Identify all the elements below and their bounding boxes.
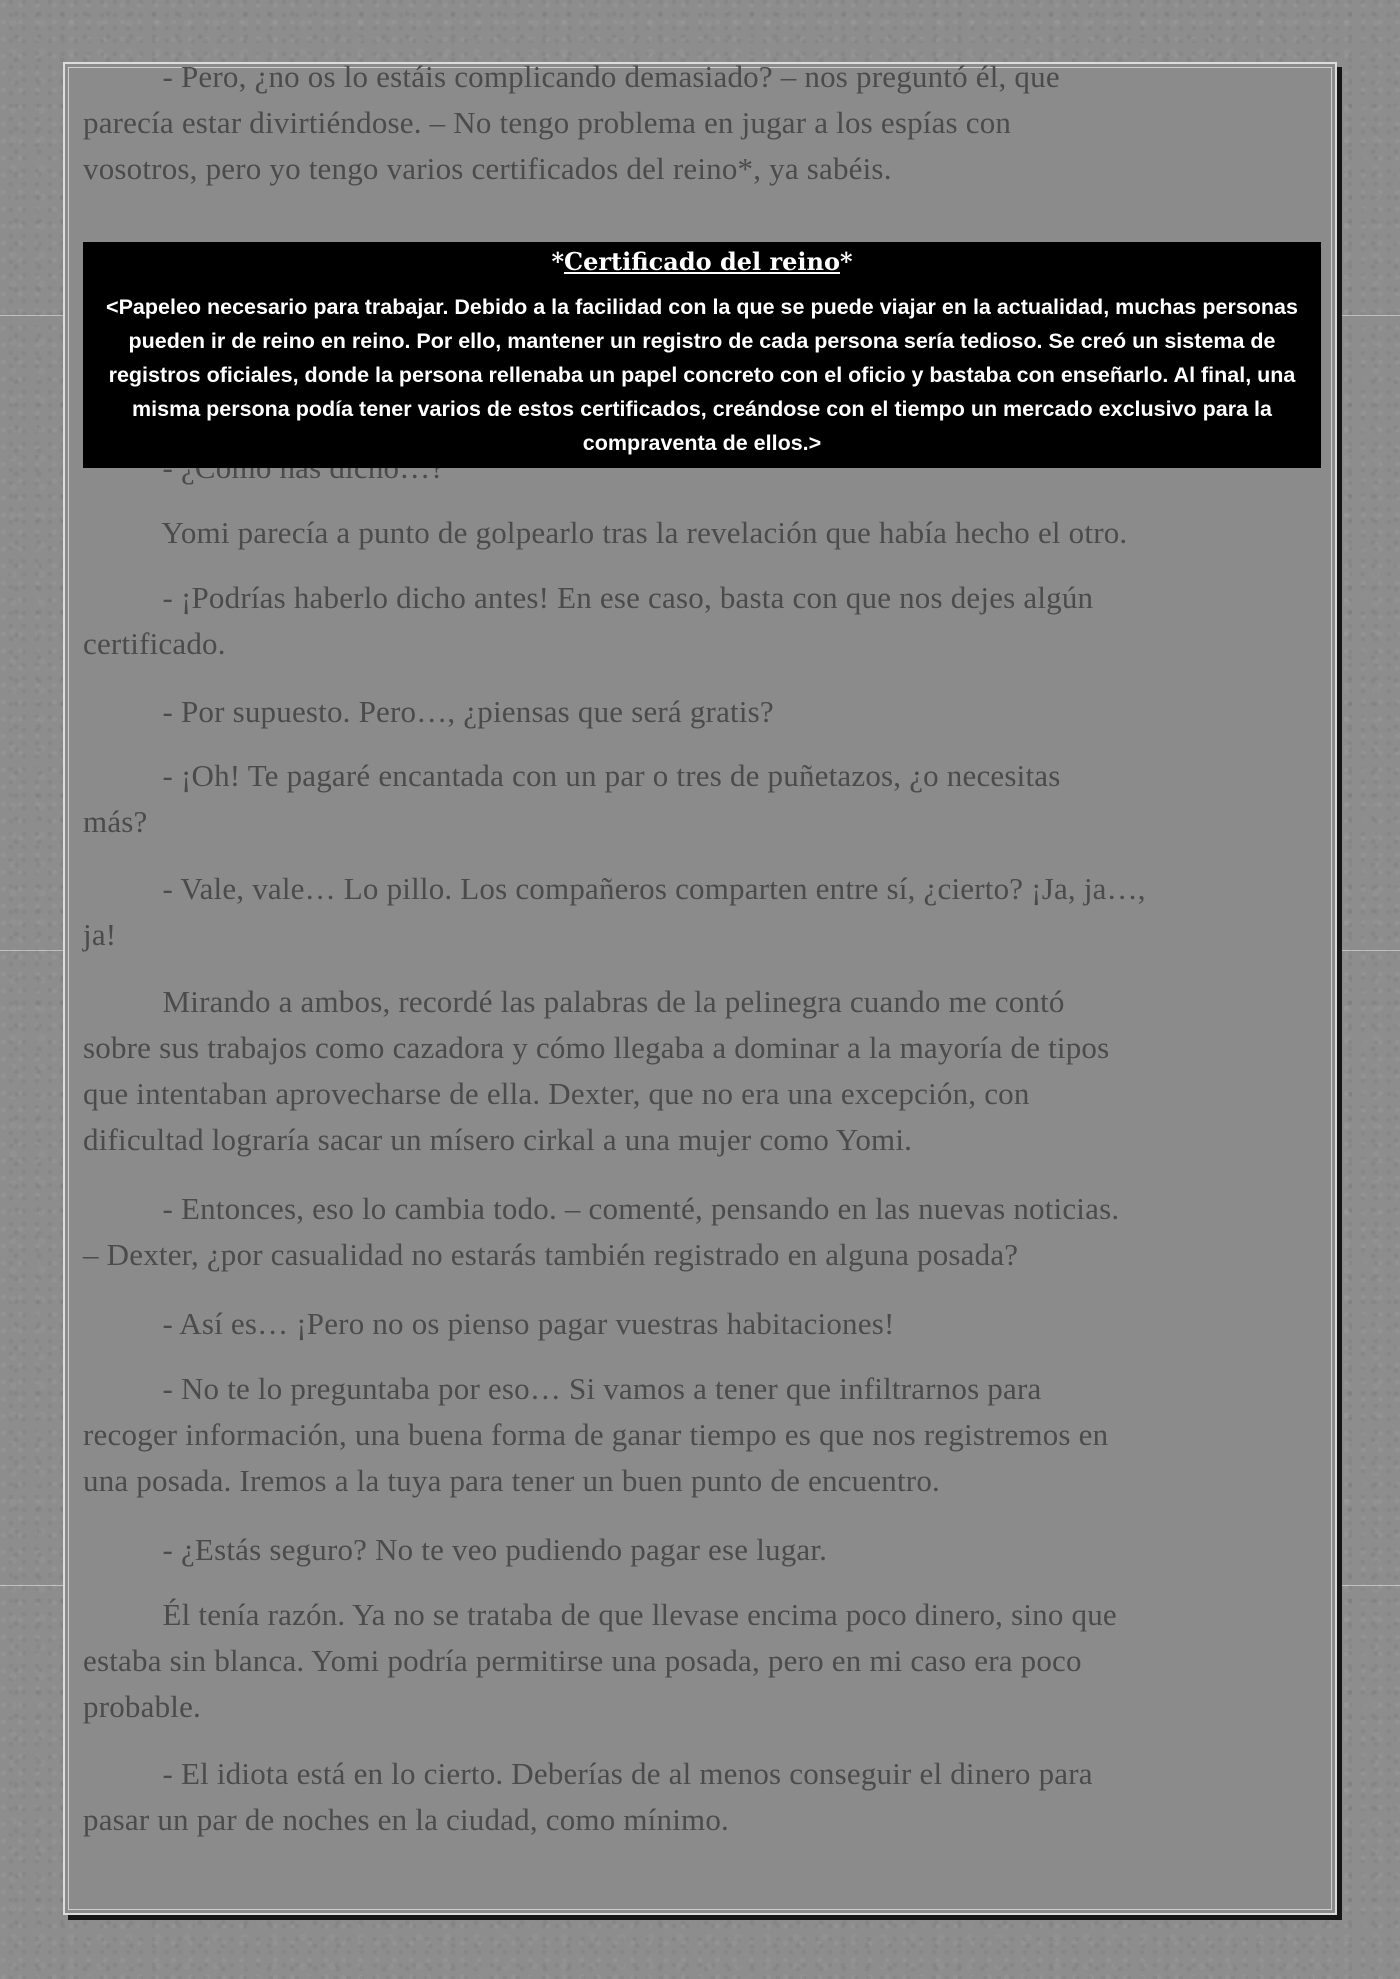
paragraph-line: vosotros, pero yo tengo varios certificados del reino*, ya sabéis. [83, 151, 892, 186]
footnote-title-text: Certificado del reino [564, 247, 840, 276]
paragraph-line: Él tenía razón. Ya no se trataba de que llevase encima poco dinero, sino que [83, 1597, 1117, 1632]
book-page [63, 59, 1337, 1915]
footnote-box [83, 242, 1321, 468]
paragraph-line: - ¿Estás seguro? No te veo pudiendo pagar ese lugar. [83, 1532, 828, 1567]
paragraph-line: - Por supuesto. Pero…, ¿piensas que será gratis? [83, 694, 774, 729]
paragraph-line: estaba sin blanca. Yomi podría permitirse una posada, pero en mi caso era poco [83, 1643, 1082, 1678]
paragraph-line: - No te lo preguntaba por eso… Si vamos a tener que infiltrarnos para [83, 1371, 1042, 1406]
paragraph-line: recoger información, una buena forma de ganar tiempo es que nos registremos en [83, 1417, 1109, 1452]
footnote-title-marker: * [840, 247, 853, 276]
paragraph-line: - ¡Podrías haberlo dicho antes! En ese caso, basta con que nos dejes algún [83, 580, 1094, 615]
paragraph-line: una posada. Iremos a la tuya para tener un buen punto de encuentro. [83, 1463, 940, 1498]
footnote-title-marker: * [551, 247, 564, 276]
paragraph-line: - Vale, vale… Lo pillo. Los compañeros comparten entre sí, ¿cierto? ¡Ja, ja…, [83, 871, 1146, 906]
paragraph-line: más? [83, 804, 148, 839]
footnote-body: <Papeleo necesario para trabajar. Debido a la facilidad con la que se puede viajar en la actualidad, muchas personas pueden ir de reino en reino. Por ello, mantener un registro de cada persona sería tedioso. Se creó un sistema de registros oficiales, donde la persona rellenaba un papel concreto con el oficio y bastaba con enseñarlo. Al final, una misma persona podía tener varios de estos certificados, creándose con el tiempo un mercado exclusivo para la compraventa de ellos.> [106, 295, 1298, 455]
paragraph-line: – Dexter, ¿por casualidad no estarás también registrado en alguna posada? [83, 1237, 1019, 1272]
paragraph-line: certificado. [83, 626, 226, 661]
paragraph-line: - Entonces, eso lo cambia todo. – comenté, pensando en las nuevas noticias. [83, 1191, 1120, 1226]
paragraph-line: - Pero, ¿no os lo estáis complicando demasiado? – nos preguntó él, que [83, 59, 1060, 94]
paragraph-line: dificultad lograría sacar un mísero cirkal a una mujer como Yomi. [83, 1122, 913, 1157]
paragraph-line: - Así es… ¡Pero no os pienso pagar vuestras habitaciones! [83, 1306, 895, 1341]
paragraph-line: probable. [83, 1689, 202, 1724]
paragraph-line: - El idiota está en lo cierto. Deberías de al menos conseguir el dinero para [83, 1756, 1093, 1791]
paragraph-line: Yomi parecía a punto de golpearlo tras la revelación que había hecho el otro. [83, 515, 1128, 550]
paragraph-line: - ¡Oh! Te pagaré encantada con un par o tres de puñetazos, ¿o necesitas [83, 758, 1061, 793]
paragraph-line: sobre sus trabajos como cazadora y cómo llegaba a dominar a la mayoría de tipos [83, 1030, 1110, 1065]
paragraph-line: Mirando a ambos, recordé las palabras de la pelinegra cuando me contó [83, 984, 1065, 1019]
paragraph-line: ja! [83, 917, 117, 952]
paragraph-line: parecía estar divirtiéndose. – No tengo problema en jugar a los espías con [83, 105, 1012, 140]
paragraph-line: que intentaban aprovecharse de ella. Dexter, que no era una excepción, con [83, 1076, 1030, 1111]
footnote-title [83, 244, 1321, 280]
paragraph-line: pasar un par de noches en la ciudad, como mínimo. [83, 1802, 729, 1837]
